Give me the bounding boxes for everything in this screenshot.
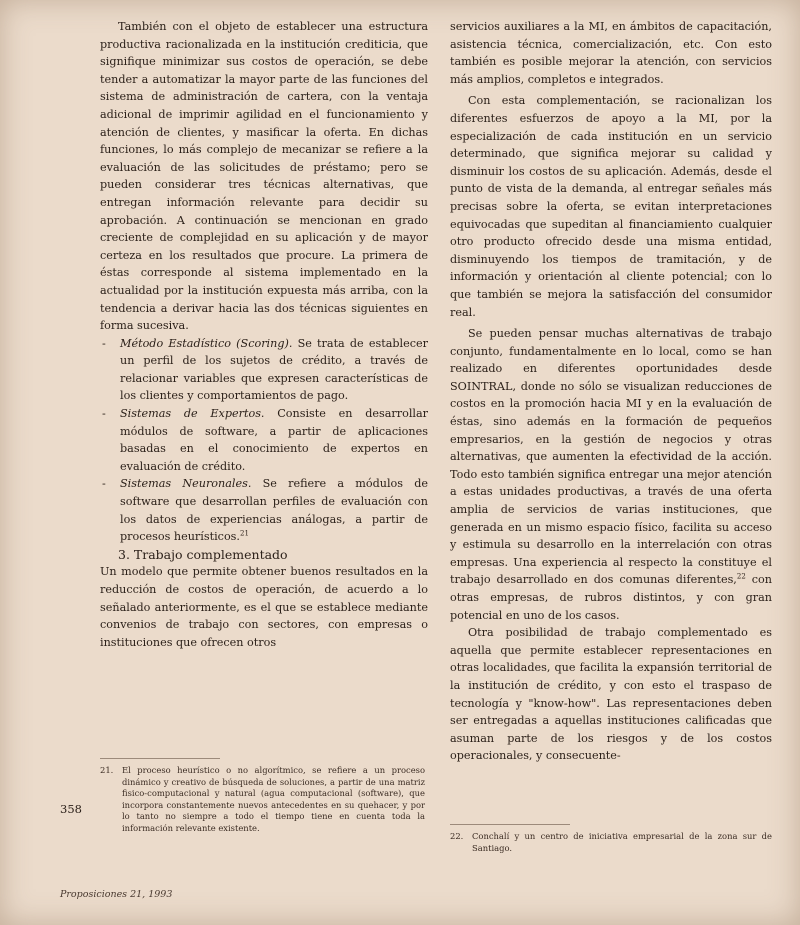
right-paragraph-3-text: Se pueden pensar muchas alternativas de trabajo conjunto, fundamentalmente en lo local, como se han realizado en diferentes oportunidades desde SOINTRAL, donde no sólo se visualizan reducciones de costos en la promoción hacia MI y en la evaluación de éstas, sino además en la formación de pequeños empresarios, en la gestión de negocios y otras alternativas, que aumenten la efectividad de la acción. Todo esto también significa entregar una mejor atención a estas unidades productivas, a través de una oferta amplia de servicios de varias instituciones, que generada en un mismo espacio físico, facilita su acceso y estimula su desarrollo en la interrelación con otras empresas. Una experiencia al respecto la constituye el trabajo desarrollado en dos comunas diferentes,	[450, 327, 772, 587]
footnotes-left	[100, 765, 425, 835]
left-column	[100, 18, 428, 651]
dash-marker: -	[102, 477, 106, 491]
list-item-term: Método Estadístico (Scoring).	[120, 336, 293, 350]
list-item	[100, 475, 428, 545]
techniques-list	[100, 335, 428, 546]
right-paragraph-1: servicios auxiliares a la MI, en ámbitos de capacitación, asistencia técnica, comercialización, etc. Con esto también es posible mejorar la atención, con servicios más amplios, completos e integrados.	[450, 20, 772, 86]
footnote-ref: 22	[736, 572, 746, 581]
list-item-text: Se refiere a módulos de software que desarrollan perfiles de evaluación con los datos de experiencias análogas, a partir de procesos heurísticos.	[120, 477, 428, 544]
footnote-rule	[100, 758, 220, 759]
list-item-text: Consiste en desarrollar módulos de software, a partir de aplicaciones basadas en el conocimiento de expertos en evaluación de crédito.	[120, 407, 428, 473]
footnote-number: 21.	[100, 765, 114, 775]
right-paragraph-3	[450, 325, 772, 624]
footnote	[450, 831, 772, 854]
footnote-text: El proceso heurístico o no algorítmico, se refiere a un proceso dinámico y creativo de búsqueda de soluciones, a partir de una matriz fisico-computacional y natural (agua computacional (software), que incorpora constantemente nuevos antecedentes en su quehacer, y por lo tanto no siempre a todo el tiempo tiene en cuenta toda la información relevante existente.	[122, 765, 425, 833]
footnote	[100, 765, 425, 835]
right-paragraph-4: Otra posibilidad de trabajo complementado es aquella que permite establecer representaciones en otras localidades, que facilita la expansión territorial de la institución de crédito, y con esto el traspaso de tecnología y "know-how". Las representaciones deben ser entregadas a aquellas instituciones calificadas que asuman parte de los riesgos y de los costos operacionales, y consecuente-	[450, 626, 772, 763]
left-paragraph-2: Un modelo que permite obtener buenos resultados en la reducción de costos de operación, de acuerdo a lo señalado anteriormente, es el que se establece mediante convenios de trabajo con sectores, con empresas o instituciones que ofrecen otros	[100, 565, 428, 649]
dash-marker: -	[102, 407, 106, 421]
footnote-ref: 21	[239, 529, 249, 538]
list-item-term: Sistemas de Expertos.	[120, 407, 265, 421]
list-item	[100, 335, 428, 405]
footnotes-right	[450, 831, 772, 854]
footnote-number: 22.	[450, 831, 464, 841]
right-column	[450, 18, 772, 765]
running-footer: Proposiciones 21, 1993	[60, 889, 173, 900]
page-number: 358	[60, 802, 82, 816]
right-paragraph-3-tail: con otras empresas, de rubros distintos, y con gran potencial en uno de los casos.	[450, 573, 772, 622]
right-paragraph-2: Con esta complementación, se racionalizan los diferentes esfuerzos de apoyo a la MI, por la especialización de cada institución en un servicio determinado, que significa mejorar su calidad y disminuir los costos de su aplicación. Además, desde el punto de vista de la demanda, al entregar señales más precisas sobre la oferta, se evitan interpretaciones equivocadas que supeditan al financiamiento cualquier otro producto ofrecido desde una misma entidad, disminuyendo los tiempos de tramitación, y de información y orientación al cliente potencial; con lo que también se mejora la satisfacción del consumidor real.	[450, 94, 772, 319]
list-item-text: Se trata de establecer un perfil de los sujetos de crédito, a través de relacionar variables que expresen características de los clientes y comportamientos de pago.	[120, 336, 428, 403]
section-heading: 3. Trabajo complementado	[118, 546, 288, 562]
footnote-text: Conchalí y un centro de iniciativa empresarial de la zona sur de Santiago.	[472, 831, 772, 853]
footnote-rule	[450, 824, 570, 825]
dash-marker: -	[102, 336, 106, 350]
list-item	[100, 405, 428, 475]
list-item-term: Sistemas Neuronales.	[120, 477, 252, 491]
left-paragraph-1: También con el objeto de establecer una estructura productiva racionalizada en la institución crediticia, que signifique minimizar sus costos de operación, se debe tender a automatizar la mayor parte de las funciones del sistema de administración de cartera, con la ventaja adicional de imprimir agilidad en el funcionamiento y atención de clientes, y masificar la oferta. En dichas funciones, lo más complejo de mecanizar se refiere a la evaluación de las solicitudes de préstamo; pero se pueden considerar tres técnicas alternativas, que entregan información relevante para decidir su aprobación. A continuación se mencionan en grado creciente de complejidad en su aplicación y de mayor certeza en los resultados que procure. La primera de éstas corresponde al sistema implementado en la actualidad por la institución expuesta más arriba, con la tendencia a derivar hacia las dos técnicas siguientes en forma sucesiva.	[100, 20, 428, 333]
